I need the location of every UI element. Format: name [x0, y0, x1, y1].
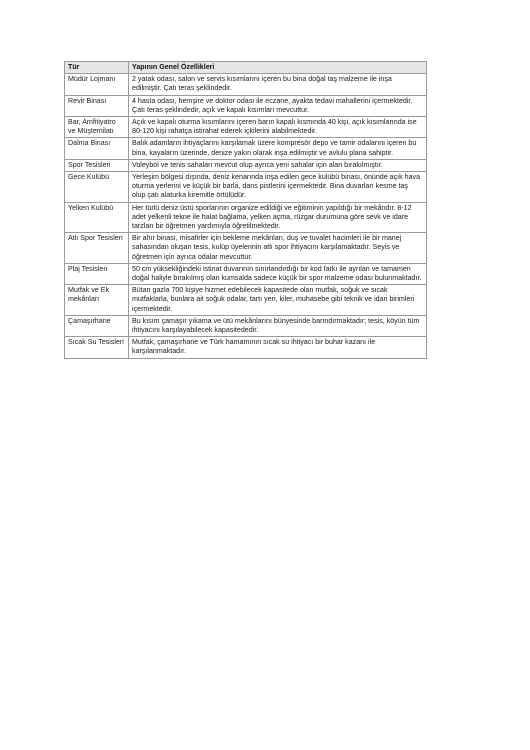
type-cell: Yelken Kulübü [65, 202, 129, 233]
table-row [65, 159, 427, 171]
description-cell: Bütan gazla 700 kişiye hizmet edebilecek kapasitede olan mutfak, soğuk ve sıcak mutfaklarla, bunlara ait soğuk odalar, tartı yeri, kiler, muhasebe gibi teknik ve idari birimleri içermektedir. [129, 285, 427, 316]
description-cell: 50 cm yüksekliğindeki istinat duvarının sınırlandırdığı bir kod farkı ile ayrılan ve tamamen doğal haliyle bırakılmış olan kumsalda sadece küçük bir spor malzeme odası bulunmaktadır. [129, 263, 427, 284]
table-row [65, 263, 427, 284]
description-cell: Bir ahır binası, misafirler için bekleme mekânları, duş ve tuvalet hacimleri ile bir manej sahasından oluşan tesis, kulüp üyelerinin atlı spor ihtiyacını karşılamaktadır. Seyis ve öğretmen için ayrıca odalar mevcuttur. [129, 233, 427, 264]
table-row [65, 172, 427, 203]
table-row [65, 233, 427, 264]
header-type: Tür [65, 62, 129, 74]
description-cell: Voleybol ve tenis sahaları mevcut olup ayrıca yeni sahalar için alan bırakılmıştır. [129, 159, 427, 171]
table-row [65, 337, 427, 358]
type-cell: Müdür Lojmanı [65, 74, 129, 95]
table-row [65, 95, 427, 116]
description-cell: Bu kısım çamaşır yıkama ve ütü mekânlarını bünyesinde barındırmaktadır; tesis, köyün tüm ihtiyacını karşılayabilecek kapasitededir. [129, 315, 427, 336]
type-cell: Spor Tesisleri [65, 159, 129, 171]
type-cell: Atlı Spor Tesisleri [65, 233, 129, 264]
description-cell: Yerleşim bölgesi dışında, deniz kenarında inşa edilen gece kulübü binası, önünde açık hava oturma yerlerini ve küçük bir barla, dans pistlerini içermektedir. Bina duvarları kesme taş olup çatı alaturka kiremitle örtülüdür. [129, 172, 427, 203]
table-row [65, 74, 427, 95]
type-cell: Dalma Binası [65, 138, 129, 159]
description-cell: Mutfak, çamaşırhane ve Türk hamamının sıcak su ihtiyacı bir buhar kazanı ile karşılanmaktadır. [129, 337, 427, 358]
table-row [65, 117, 427, 138]
document-page [64, 61, 426, 359]
table-row [65, 285, 427, 316]
type-cell: Plaj Tesisleri [65, 263, 129, 284]
type-cell: Revir Binası [65, 95, 129, 116]
table-row [65, 138, 427, 159]
table-header-row [65, 62, 427, 74]
type-cell: Çamaşırhane [65, 315, 129, 336]
type-cell: Mutfak ve Ek mekânları [65, 285, 129, 316]
description-cell: Balık adamların ihtiyaçlarını karşılamak üzere kompresör depo ve tamir odalarını içeren bu bina, kayaların üzerinde, denize yakın olarak inşa edilmiştir ve avlulu plana sahiptir. [129, 138, 427, 159]
header-features: Yapının Genel Özellikleri [129, 62, 427, 74]
type-cell: Bar, Amfitiyatro ve Müştemilatı [65, 117, 129, 138]
type-cell: Sıcak Su Tesisleri [65, 337, 129, 358]
description-cell: 2 yatak odası, salon ve servis kısımlarını içeren bu bina doğal taş malzeme ile inşa edilmiştir. Çatı teras şeklindedir. [129, 74, 427, 95]
description-cell: 4 hasta odası, hemşire ve doktor odası ile eczane, ayakta tedavi mahallerini içermektedir. Çatı teras şeklindedir, açık ve kapalı kısımları mevcuttur. [129, 95, 427, 116]
description-cell: Her türlü deniz üstü sporlarının organize edildiği ve eğitiminin yapıldığı bir mekândır. 8-12 adet yelkenli tekne ile halat bağlama, yelken açma, rüzgar durumuna göre sevk ve idare tarzları bir öğretmen yardımıyla öğretilmektedir. [129, 202, 427, 233]
table-row [65, 315, 427, 336]
table-row [65, 202, 427, 233]
type-cell: Gece Kulübü [65, 172, 129, 203]
building-features-table [64, 61, 427, 359]
description-cell: Açık ve kapalı oturma kısımlarını içeren barın kapalı kısmında 40 kişi, açık kısımlarında ise 80-120 kişi rahatça istirahat ederek içkilerini alabilmektedir. [129, 117, 427, 138]
